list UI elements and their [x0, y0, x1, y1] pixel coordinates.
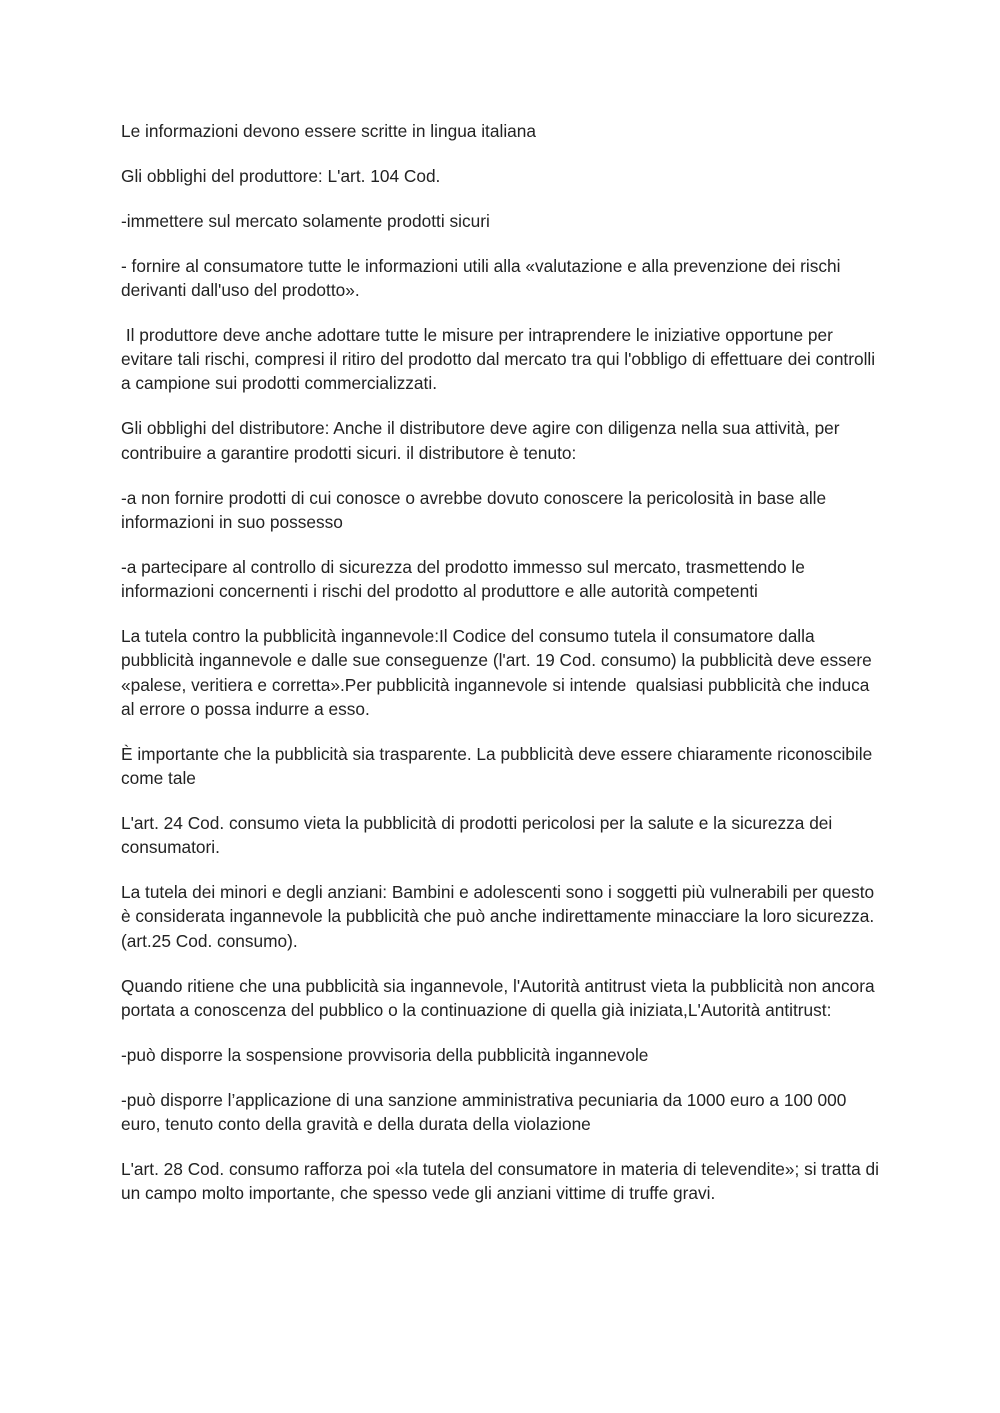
paragraph-transparency: È importante che la pubblicità sia trasparente. La pubblicità deve essere chiaramente riconoscibile come tale [121, 743, 878, 788]
paragraph-antitrust-authority: Quando ritiene che una pubblicità sia ingannevole, l'Autorità antitrust vieta la pubblicità non ancora portata a conoscenza del pubblico o la continuazione di quella già iniziata,L'Autorità antitrust: [121, 975, 880, 1020]
paragraph-art-28: L'art. 28 Cod. consumo rafforza poi «la tutela del consumatore in materia di televendite»; si tratta di un campo molto importante, che spesso vede gli anziani vittime di truffe gravi. [121, 1158, 884, 1204]
paragraph-minors-elderly: La tutela dei minori e degli anziani: Bambini e adolescenti sono i soggetti più vulnerabili per questo è considerata ingannevole la pubblicità che può anche indirettamente minacciare la loro sicurezza. (art.25 Cod. consumo). [121, 882, 879, 951]
paragraph-language-requirement: Le informazioni devono essere scritte in lingua italiana [121, 121, 536, 141]
paragraph-art-24: L'art. 24 Cod. consumo vieta la pubblicità di prodotti pericolosi per la salute e la sicurezza dei consumatori. [121, 812, 838, 858]
paragraph-producer-measures: Il produttore deve anche adottare tutte le misure per intraprendere le iniziative opportune per evitare tali rischi, compresi il ritiro del prodotto dal mercato tra qui l'obbligo di effettuare dei controlli a campione sui prodotti commercializzati. [121, 324, 880, 394]
paragraph-safe-products: -immettere sul mercato solamente prodotti sicuri [121, 210, 490, 231]
paragraph-producer-obligations-heading: Gli obblighi del produttore: L'art. 104 Cod. [121, 165, 441, 186]
paragraph-consumer-information: - fornire al consumatore tutte le informazioni utili alla «valutazione e alla prevenzione dei rischi derivanti dall'uso del prodotto». [121, 255, 846, 300]
paragraph-distributor-obligations: Gli obblighi del distributore: Anche il distributore deve agire con diligenza nella sua attività, per contribuire a garantire prodotti sicuri. il distributore è tenuto: [121, 418, 845, 463]
paragraph-misleading-advertising: La tutela contro la pubblicità ingannevole:Il Codice del consumo tutela il consumatore dalla pubblicità ingannevole e dalle sue conseguenze (l'art. 19 Cod. consumo) la pubblicità deve essere «palese, veritiera e corretta».Per pubblicità ingannevole si intende qualsiasi pubblicità che induca al errore o possa indurre a esso. [121, 625, 877, 719]
paragraph-distributor-safety-control: -a partecipare al controllo di sicurezza del prodotto immesso sul mercato, trasmettendo le informazioni concernenti i rischi del prodotto al produttore e alle autorità competenti [121, 556, 810, 602]
paragraph-distributor-no-dangerous: -a non fornire prodotti di cui conosce o avrebbe dovuto conoscere la pericolosità in base alle informazioni in suo possesso [121, 487, 831, 532]
document-body [121, 119, 884, 1226]
paragraph-sanction: -può disporre l’applicazione di una sanzione amministrativa pecuniaria da 1000 euro a 100 000 euro, tenuto conto della gravità e della durata della violazione [121, 1089, 852, 1134]
paragraph-suspension: -può disporre la sospensione provvisoria della pubblicità ingannevole [121, 1044, 649, 1065]
